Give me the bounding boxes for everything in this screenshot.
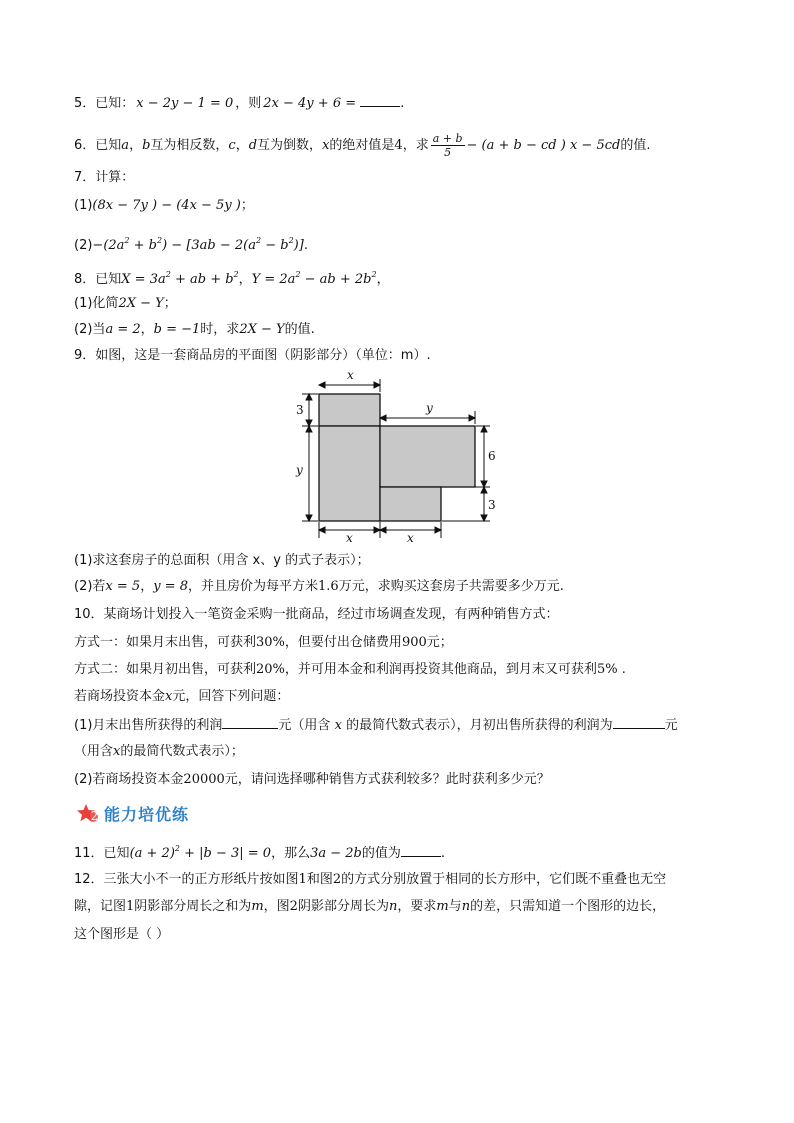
question-10-prompt (74, 688, 289, 706)
text: ，求 (402, 138, 429, 153)
text: 隙，记图 (74, 899, 127, 914)
text: . (617, 662, 626, 677)
question-number: 6． (74, 138, 96, 153)
text: 元，回答下列问题： (172, 689, 290, 704)
text: 已知 (95, 138, 122, 153)
label-bottom-x2: x (407, 531, 414, 545)
part-label: (1) (74, 198, 93, 213)
section-header (76, 802, 189, 824)
label-right-y: y (426, 401, 433, 415)
star-badge-icon (76, 803, 100, 823)
text: 若商场投资本金 (74, 689, 166, 704)
question-number: 11． (74, 846, 104, 861)
question-10 (74, 606, 559, 624)
expr-segment: + ab + b (170, 272, 234, 287)
question-9-part-1: (1)求这套房子的总面积（用含 x、y 的式子表示）； (74, 553, 370, 568)
text: 的值为 (361, 846, 401, 861)
text: ，要求 (397, 899, 437, 914)
question-10-part-1-cont (74, 743, 244, 761)
expr-segment: −(2a (92, 238, 125, 253)
question-12-line-3: 这个图形是（ ） (74, 927, 170, 942)
expr-segment: + |b − 3| = 0 (179, 846, 272, 861)
variable-a: a (121, 138, 130, 153)
label-left-3: 3 (296, 403, 304, 417)
number: 30% (256, 635, 285, 650)
variable-c: c (228, 138, 236, 153)
text: 的方式分别放置于相同的长方形中，它们既不重叠也无空 (341, 872, 667, 887)
number: 1 (298, 872, 307, 887)
question-10-part-1 (74, 716, 678, 735)
text: 互为倒数， (257, 138, 323, 153)
text: . (440, 846, 446, 861)
answer-blank (401, 844, 441, 857)
question-number: 9． (74, 348, 96, 363)
text: (1)月末出售所获得的利润 (74, 718, 223, 733)
expression-Y (252, 272, 377, 287)
text: 当 (92, 322, 106, 337)
expression: b = −1 (153, 322, 201, 337)
text: 的最简代数式表示）； (120, 744, 244, 759)
text: 的绝对值是 (329, 138, 395, 153)
question-11 (74, 840, 445, 863)
text: 的值. (620, 138, 651, 153)
question-5 (74, 94, 404, 113)
expr-segment: X = 3a (121, 272, 166, 287)
text: ； (163, 296, 177, 311)
exponent: 2 (256, 236, 262, 245)
expression (92, 238, 303, 253)
question-9-part-2 (74, 578, 564, 596)
expr-segment: (a + 2) (129, 846, 175, 861)
answer-blank (222, 716, 278, 729)
text: ， (129, 138, 143, 153)
exponent: 2 (233, 270, 239, 279)
number: 2 (332, 872, 342, 887)
question-7 (74, 169, 134, 187)
number: 20% (256, 662, 285, 677)
expr-segment: − b (261, 238, 289, 253)
text: 万元，求购买这套房子共需要多少万元. (338, 579, 564, 594)
text: (2)若商场投资本金 (74, 772, 184, 787)
text: 阴影部分周长之和为 (134, 899, 252, 914)
text: ， (238, 272, 252, 287)
question-7-part-2 (74, 232, 308, 255)
exponent: 2 (295, 270, 301, 279)
text: ，那么 (271, 846, 311, 861)
text: ， (376, 272, 390, 287)
equation: x − 2y − 1 = 0 (136, 96, 234, 111)
text: . (400, 96, 405, 111)
text: 元； (426, 635, 453, 650)
variable-x: x (113, 744, 121, 759)
text: . (303, 238, 308, 253)
svg-text:2: 2 (90, 809, 99, 823)
label-right-6: 6 (488, 449, 496, 463)
text: 的最简代数式表示），月初出售所获得的利润为 (346, 718, 613, 733)
part-label: (2) (74, 322, 93, 337)
exponent: 2 (288, 236, 294, 245)
question-number: 7． (74, 170, 96, 185)
expr-segment: )] (293, 238, 304, 253)
text: ， (140, 579, 154, 594)
expr-segment: − ab + 2b (300, 272, 372, 287)
section-title: 能力培优练 (104, 804, 190, 824)
text: (2)若 (74, 579, 106, 594)
expr-segment: + b (129, 238, 157, 253)
text: （用含 (74, 744, 114, 759)
text: 如图，这是一套商品房的平面图（阴影部分）（单位：m）. (95, 348, 431, 363)
variable-x: x (334, 718, 342, 733)
text: 元（用含 (278, 718, 331, 733)
exponent: 2 (371, 270, 377, 279)
expression: x = 5 (105, 579, 141, 594)
text: ，则 (235, 96, 262, 111)
expression: − (a + b − cd ) x − 5cd (466, 138, 621, 153)
expression: 2X − Y (239, 322, 285, 337)
text: 元 (664, 718, 678, 733)
text: 方式一：如果月末出售，可获利 (74, 635, 257, 650)
text: ， (235, 138, 249, 153)
question-6 (74, 132, 650, 159)
text: ，图 (263, 899, 290, 914)
question-7-part-1 (74, 197, 254, 215)
text: ； (240, 198, 254, 213)
variable-x: x (165, 689, 173, 704)
text: ，但要付出仓储费用 (284, 635, 402, 650)
answer-blank (613, 716, 665, 729)
expression: y = 8 (153, 579, 188, 594)
text: 的值. (284, 322, 315, 337)
expression: (8x − 7y ) − (4x − 5y ) (92, 198, 241, 213)
label-right-3: 3 (488, 498, 496, 512)
number: 900 (401, 635, 427, 650)
label-left-y: y (296, 463, 303, 477)
text: 阴影部分周长为 (297, 899, 389, 914)
text: 互为相反数， (150, 138, 229, 153)
variable-m: m (251, 899, 264, 914)
label-top-x: x (347, 368, 354, 382)
text: 元，请问选择哪种销售方式获利较多？此时获利多少元？ (224, 772, 550, 787)
question-number: 8． (74, 272, 96, 287)
text: 与 (448, 899, 462, 914)
expr-segment: Y = 2a (251, 272, 296, 287)
fraction-denominator: 5 (444, 146, 452, 159)
label-bottom-x1: x (346, 531, 353, 545)
exponent: 2 (165, 270, 171, 279)
text: 12．三张大小不一的正方形纸片按如图 (74, 872, 299, 887)
variable-n: n (388, 899, 398, 914)
question-10-part-2 (74, 771, 550, 789)
text: 时，求 (200, 322, 240, 337)
question-9 (74, 347, 431, 365)
fraction (431, 132, 465, 159)
text: 的差，只需知道一个图形的边长， (470, 899, 666, 914)
equation (130, 846, 272, 861)
question-10-method-1 (74, 634, 453, 652)
text: 已知 (95, 272, 122, 287)
text: 某商场计划投入一笔资金采购一批商品，经过市场调查发现，有两种销售方式： (103, 607, 559, 622)
exponent: 2 (157, 236, 163, 245)
number: 2 (289, 899, 298, 914)
expression-X (121, 272, 238, 287)
expression: 2X − Y (118, 296, 164, 311)
answer-blank (360, 94, 400, 107)
fraction-numerator: a + b (432, 132, 463, 145)
text: 方式二：如果月初出售，可获利 (74, 662, 257, 677)
room-top-left (319, 394, 380, 426)
number: 1.6 (318, 579, 339, 594)
question-8-part-2 (74, 321, 315, 339)
question-8 (74, 266, 390, 289)
room-right-upper (380, 426, 475, 487)
text: ，并可用本金和利润再投资其他商品，到月末又可获利 (284, 662, 597, 677)
variable-x: x (322, 138, 330, 153)
text: 化简 (92, 296, 119, 311)
room-right-lower (380, 487, 441, 521)
number: 1 (126, 899, 135, 914)
question-12-line-2 (74, 898, 665, 916)
variable-b: b (142, 138, 151, 153)
variable-m: m (436, 899, 449, 914)
variable-d: d (248, 138, 258, 153)
part-label: (1) (74, 296, 93, 311)
expression: 3a − 2b (310, 846, 362, 861)
exponent: 2 (174, 844, 180, 853)
text: 计算： (95, 170, 135, 185)
expression: a = 2 (105, 322, 141, 337)
expr-segment: ) − [3ab − 2(a (162, 238, 256, 253)
room-left-main (319, 426, 380, 521)
text: 和图 (306, 872, 333, 887)
expression: 2x − 4y + 6 = (263, 96, 357, 111)
text: ，并且房价为每平方米 (187, 579, 318, 594)
text: 已知： (95, 96, 135, 111)
exponent: 2 (124, 236, 130, 245)
number: 5% (596, 662, 618, 677)
part-label: (2) (74, 238, 93, 253)
number: 4 (394, 138, 403, 153)
question-number: 10． (74, 607, 104, 622)
number: 20000 (183, 772, 225, 787)
question-number: 5． (74, 96, 96, 111)
floor-plan-figure (290, 366, 510, 546)
question-12-line-1 (74, 871, 666, 889)
variable-n: n (461, 899, 471, 914)
question-8-part-1 (74, 295, 177, 313)
text: 已知 (103, 846, 130, 861)
question-10-method-2 (74, 661, 626, 679)
text: ， (140, 322, 154, 337)
